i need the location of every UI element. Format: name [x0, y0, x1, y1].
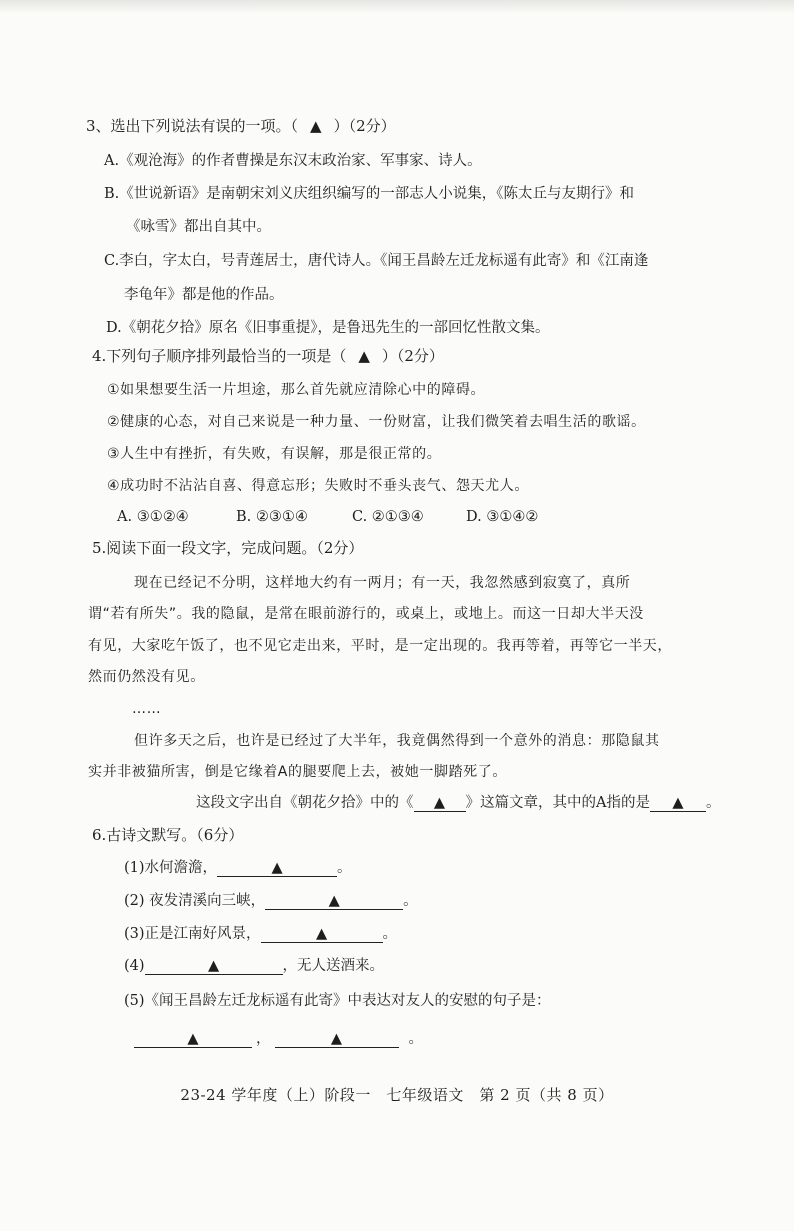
q6-item-5-end: 。 — [408, 1031, 423, 1047]
q5-passage-line5: 但许多天之后，也许是已经过了大半年，我竟偶然得到一个意外的消息：那隐鼠其 — [134, 733, 660, 749]
q5-blank-mark-1: ▲ — [433, 795, 446, 811]
q6-item-1 — [124, 858, 352, 878]
q5-passage-line6: 实并非被猫所害，倒是它缘着A的腿要爬上去，被她一脚踏死了。 — [88, 764, 507, 780]
q6-item-2 — [124, 891, 418, 911]
q3-stem-text: 3、选出下列说法有误的一项。（ — [86, 117, 299, 135]
q6-blank-1[interactable] — [217, 858, 337, 877]
q6-item-4 — [124, 956, 384, 976]
q6-blank-3[interactable] — [261, 924, 383, 943]
q4-score: ）（2分） — [381, 347, 444, 365]
q6-blank-4-mark: ▲ — [207, 958, 220, 974]
q5-passage-line4: 然而仍然没有见。 — [88, 669, 205, 685]
q6-item-2-end: 。 — [403, 893, 418, 909]
q6-blank-5a-mark: ▲ — [187, 1031, 199, 1047]
q5-ellipsis: …… — [132, 701, 162, 717]
q6-item-4-end: ，无人送酒来。 — [282, 958, 385, 974]
q6-blank-1-mark: ▲ — [271, 860, 283, 876]
q6-item-3-end: 。 — [382, 926, 398, 942]
q5-task-text-a: 这段文字出自《朝花夕拾》中的《 — [196, 795, 414, 811]
q3-option-d: D.《朝花夕拾》原名《旧事重提》，是鲁迅先生的一部回忆性散文集。 — [106, 320, 550, 336]
q6-item-2-text: (2) 夜发清溪向三峡， — [124, 893, 266, 909]
q6-blank-5b-mark: ▲ — [330, 1031, 343, 1047]
q3-score: ）（2分） — [333, 117, 396, 135]
q3-option-a: A.《观沧海》的作者曹操是东汉末政治家、军事家、诗人。 — [104, 153, 482, 169]
q4-option-b: B. ②③①④ — [236, 509, 308, 525]
q5-article-blank[interactable] — [414, 793, 466, 812]
q3-option-c-line1: C.李白，字太白，号青莲居士，唐代诗人。《闻王昌龄左迁龙标遥有此寄》和《江南逢 — [104, 253, 649, 269]
q6-item-5-separator: ， — [256, 1031, 271, 1047]
q4-stem-text: 4.下列句子顺序排列最恰当的一项是（ — [92, 347, 347, 365]
q3-option-b-line1: B.《世说新语》是南朝宋刘义庆组织编写的一部志人小说集，《陈太丘与友期行》和 — [104, 186, 635, 202]
q6-item-1-end: 。 — [337, 860, 352, 876]
q6-item-3-text: (3)正是江南好风景， — [124, 926, 261, 942]
q4-sentence-1: ①如果想要生活一片坦途，那么首先就应清除心中的障碍。 — [107, 382, 486, 398]
q5-passage-line1: 现在已经记不分明，这样地大约有一两月；有一天，我忽然感到寂寞了，真所 — [134, 575, 631, 591]
scan-edge — [0, 0, 794, 14]
q6-blank-4[interactable] — [145, 956, 283, 975]
q5-person-blank[interactable] — [650, 793, 706, 812]
q4-option-c: C. ②①③④ — [352, 509, 424, 525]
q3-option-c-line2: 李龟年》都是他的作品。 — [124, 287, 284, 303]
q5-task — [196, 793, 720, 813]
q4-answer-mark: ▲ — [358, 347, 370, 365]
q6-item-5: (5)《闻王昌龄左迁龙标遥有此寄》中表达对友人的安慰的句子是： — [124, 993, 551, 1009]
q3-answer-mark: ▲ — [310, 117, 322, 135]
q5-passage-line2: 谓“若有所失”。我的隐鼠，是常在眼前游行的，或桌上，或地上。而这一日却大半天没 — [88, 606, 644, 622]
q4-option-d: D. ③①④② — [466, 509, 539, 525]
q6-blank-2[interactable] — [265, 891, 403, 910]
q4-sentence-2: ②健康的心态，对自己来说是一种力量、一份财富，让我们微笑着去唱生活的歌谣。 — [107, 414, 646, 430]
q6-blank-3-mark: ▲ — [315, 926, 328, 942]
q6-item-5-answers — [134, 1029, 423, 1049]
q5-task-end: 。 — [705, 795, 721, 811]
q5-passage-line3: 有见，大家吃午饭了，也不见它走出来，平时，是一定出现的。我再等着，再等它一半天， — [88, 638, 672, 654]
q4-sentence-3: ③人生中有挫折，有失败，有误解，那是很正常的。 — [107, 446, 442, 462]
q6-item-4-text: (4) — [124, 958, 145, 974]
q4-option-a: A. ③①②④ — [117, 509, 189, 525]
q5-stem: 5.阅读下面一段文字，完成问题。（2分） — [92, 539, 364, 557]
q6-blank-5b[interactable] — [275, 1029, 399, 1048]
q3-option-b-line2: 《咏雪》都出自其中。 — [126, 219, 271, 235]
q6-blank-2-mark: ▲ — [328, 893, 340, 909]
page-footer: 23-24 学年度（上）阶段一 七年级语文 第 2 页（共 8 页） — [180, 1086, 614, 1104]
q4-stem — [92, 346, 444, 366]
q6-stem: 6.古诗文默写。（6分） — [92, 826, 244, 844]
q5-blank-mark-2: ▲ — [672, 795, 684, 811]
q6-item-1-text: (1)水何澹澹， — [124, 860, 218, 876]
q4-sentence-4: ④成功时不沾沾自喜、得意忘形；失败时不垂头丧气、怨天尤人。 — [107, 478, 529, 494]
q6-item-3 — [124, 924, 397, 944]
q3-stem — [86, 116, 396, 136]
q6-blank-5a[interactable] — [134, 1029, 252, 1048]
q5-task-text-b: 》这篇文章，其中的A指的是 — [465, 795, 650, 811]
